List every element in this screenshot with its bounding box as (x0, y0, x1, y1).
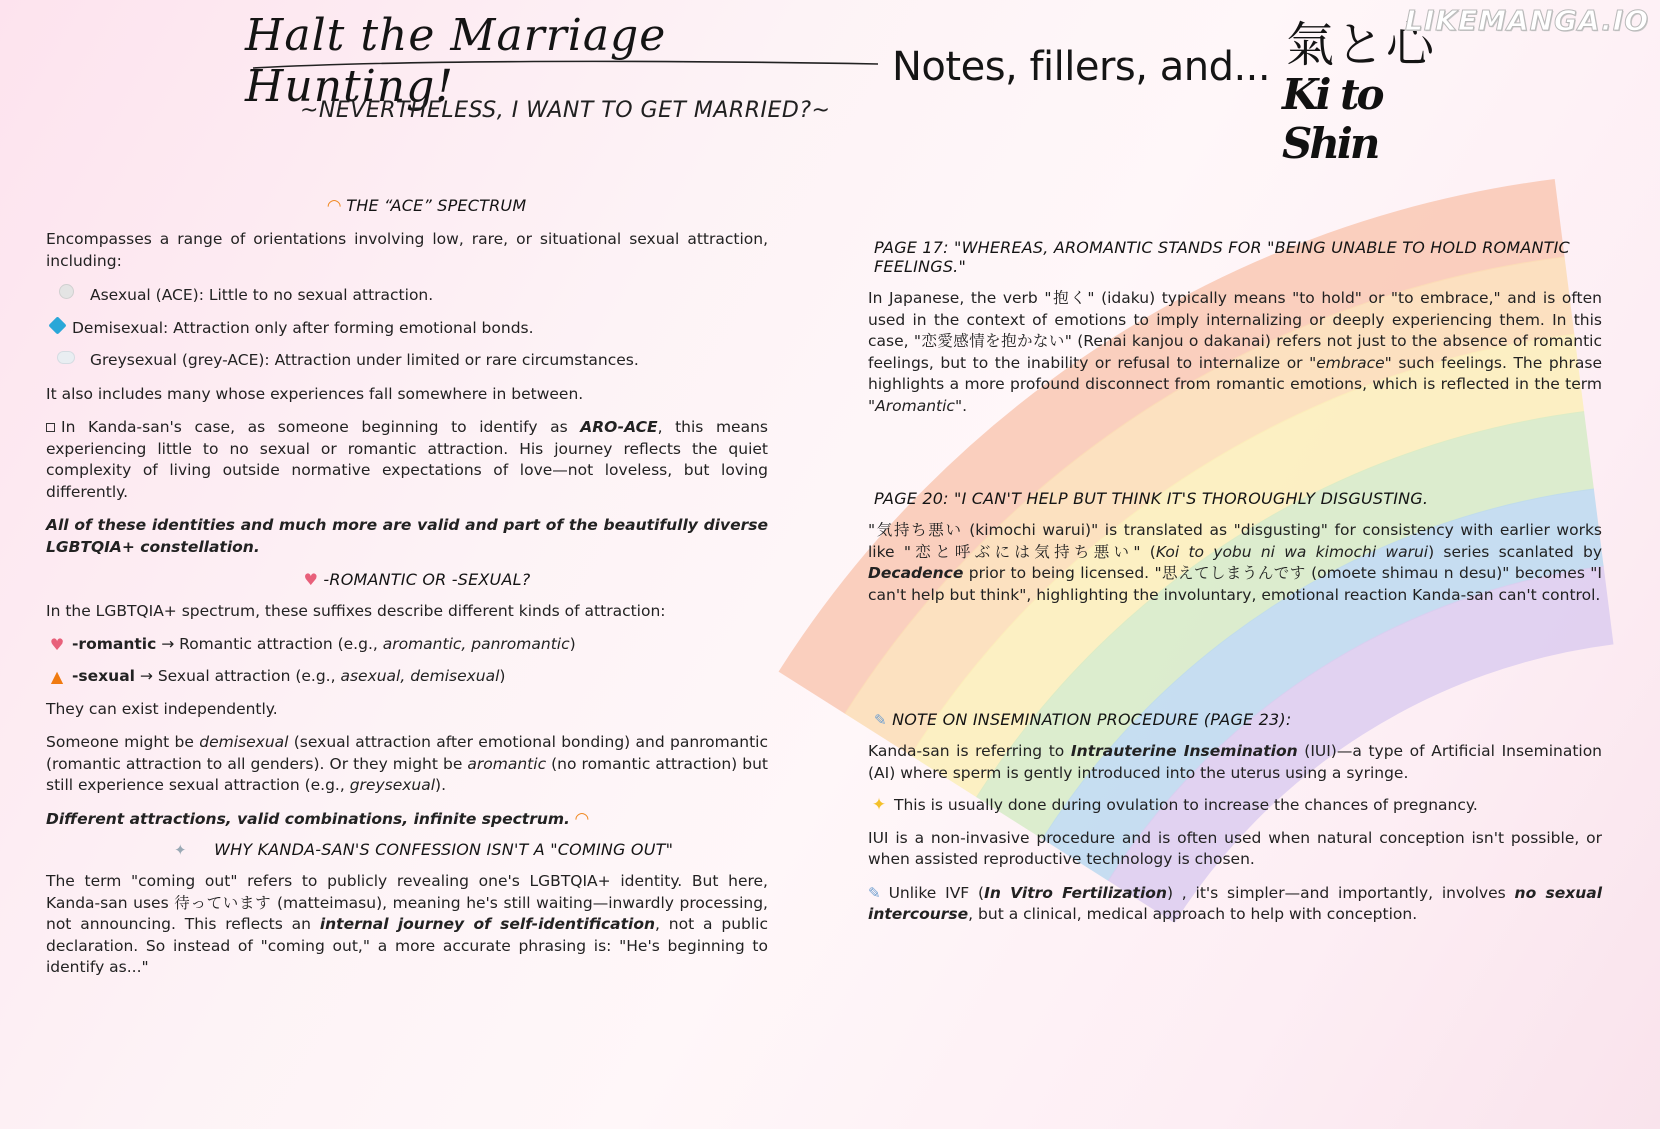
manga-title: Halt the Marriage Hunting! (245, 10, 667, 112)
sparkling-heart-icon: ♥ (303, 570, 319, 589)
romantic-or-sexual-title: ♥ -ROMANTIC OR -SEXUAL? (303, 570, 531, 589)
rainbow-icon: ◠ (327, 196, 341, 216)
spectrum-tagline: Different attractions, valid combinations, infinite spectrum. ◠ (46, 808, 589, 829)
suffix-intro: In the LGBTQIA+ spectrum, these suffixes describe different kinds of attraction: (46, 602, 666, 620)
sparkles-icon: ✦ (871, 795, 887, 815)
left-column (46, 196, 768, 979)
rainbow-icon: ◠ (575, 808, 589, 829)
list-item-romantic: ♥ -romantic → Romantic attraction (e.g., aromantic, panromantic ) (46, 634, 768, 656)
page20-title: PAGE 20: "I CAN'T HELP BUT THINK IT'S THOROUGHLY DISGUSTING. (874, 489, 1429, 508)
ivf-comparison-paragraph: ✎ Unlike IVF (In Vitro Fertilization) , it's simpler—and importantly, involves no sexual intercourse, but a clinical, medical approach to help with conception. (868, 883, 1603, 923)
ovulation-note: ✦ This is usually done during ovulation to increase the chances of pregnancy. (868, 795, 1602, 817)
title-underline (248, 58, 883, 72)
list-item-asexual: Asexual (ACE): Little to no sexual attraction. (46, 284, 768, 307)
notes-heading: Notes, fillers, and... (892, 44, 1271, 90)
syringe-icon: ✎ (868, 883, 881, 902)
fire-icon: ▲ (50, 667, 64, 686)
combination-example-paragraph: Someone might be demisexual (sexual attraction after emotional bonding) and panromantic (romantic attraction to all genders). Or they might be aromantic (no romantic attraction) but still experience sexual attraction (e.g., greysexual). (46, 733, 768, 794)
page17-paragraph: In Japanese, the verb "抱く" (idaku) typically means "to hold" or "to embrace," and is often used in the context of emotions to imply internalizing or deeply experiencing them. In this case, "恋愛感情を抱かない" (Renai kanjou o dakanai) refers not just to the absence of romantic feelings, but to the inability or refusal to internalize or "embrace" such feelings. The phrase highlights a more profound disconnect from romantic emotions, which is reflected in the term "Aromantic". (868, 289, 1602, 415)
ace-between: It also includes many whose experiences fall somewhere in between. (46, 384, 584, 403)
manga-subtitle: ~NEVERTHELESS, I WANT TO GET MARRIED?~ (300, 98, 831, 123)
independent-note: They can exist independently. (46, 699, 278, 718)
page20-paragraph: "気持ち悪い (kimochi warui)" is translated as "disgusting" for consistency with earlier works like "恋と呼ぶには気持ち悪い" (Koi to yobu ni wa kimochi warui) series scanlated by Decadence prior to being licensed. "思えてしまうんです (omoete shimau n desu)" becomes "I can't help but think", highlighting the involuntary, emotional reaction Kanda-san can't control. (868, 521, 1603, 604)
group-logo-kanji: 氣と心 (1286, 17, 1437, 73)
list-item-demisexual: Demisexual: Attraction only after forming emotional bonds. (46, 318, 768, 340)
confession-paragraph: The term "coming out" refers to publicly revealing one's LGBTQIA+ identity. But here, Kanda-san uses 待っています (matteimasu), meaning he's still waiting—inwardly processing, not announcing. This reflects an internal journey of self-identification, not a public declaration. So instead of "coming out," a more accurate phrasing is: "He's beginning to identify as..." (46, 872, 768, 976)
non-invasive-paragraph: IUI is a non-invasive procedure and is often used when natural conception isn't possible, or when assisted reproductive technology is chosen. (868, 828, 1602, 868)
dove-icon: ✦ (174, 841, 187, 859)
kanda-case-paragraph: In Kanda-san's case, as someone beginning to identify as ARO-ACE, this means experiencing little to no sexual or romantic attraction. His journey reflects the quiet complexity of living outside normative expectations of love—not loveless, but loving differently. (46, 418, 768, 501)
confession-title: ✦ WHY KANDA-SAN'S CONFESSION ISN'T A "COMING OUT" (174, 840, 674, 859)
ace-spectrum-title: ◠ THE “ACE” SPECTRUM (327, 196, 527, 216)
iui-definition-paragraph: Kanda-san is referring to Intrauterine Insemination (IUI)—a type of Artificial Insemination (AI) where sperm is gently introduced into the uterus using a syringe. (868, 742, 1603, 782)
list-item-sexual: ▲ -sexual → Sexual attraction (e.g., asexual, demisexual ) (46, 666, 768, 688)
cloud-icon (46, 350, 86, 372)
insemination-title: ✎ NOTE ON INSEMINATION PROCEDURE (PAGE 23): (874, 710, 1292, 729)
site-watermark: LIKEMANGA.IO (1405, 4, 1650, 37)
white-circle-icon (46, 284, 86, 307)
square-icon (46, 423, 55, 432)
blue-diamond-icon (46, 318, 68, 340)
right-column (868, 238, 1602, 926)
group-logo-romaji: Ki to Shin (1282, 70, 1382, 168)
ace-intro: Encompasses a range of orientations involving low, rare, or situational sexual attraction, including: (46, 230, 768, 270)
valid-identities-statement: All of these identities and much more are valid and part of the beautifully diverse LGBTQIA+ constellation. (46, 516, 768, 556)
heart-icon: ♥ (49, 634, 65, 654)
syringe-icon: ✎ (874, 711, 887, 729)
list-item-greysexual: Greysexual (grey-ACE): Attraction under limited or rare circumstances. (46, 350, 768, 372)
page17-title: PAGE 17: "WHEREAS, AROMANTIC STANDS FOR "BEING UNABLE TO HOLD ROMANTIC FEELINGS." (874, 238, 1570, 276)
